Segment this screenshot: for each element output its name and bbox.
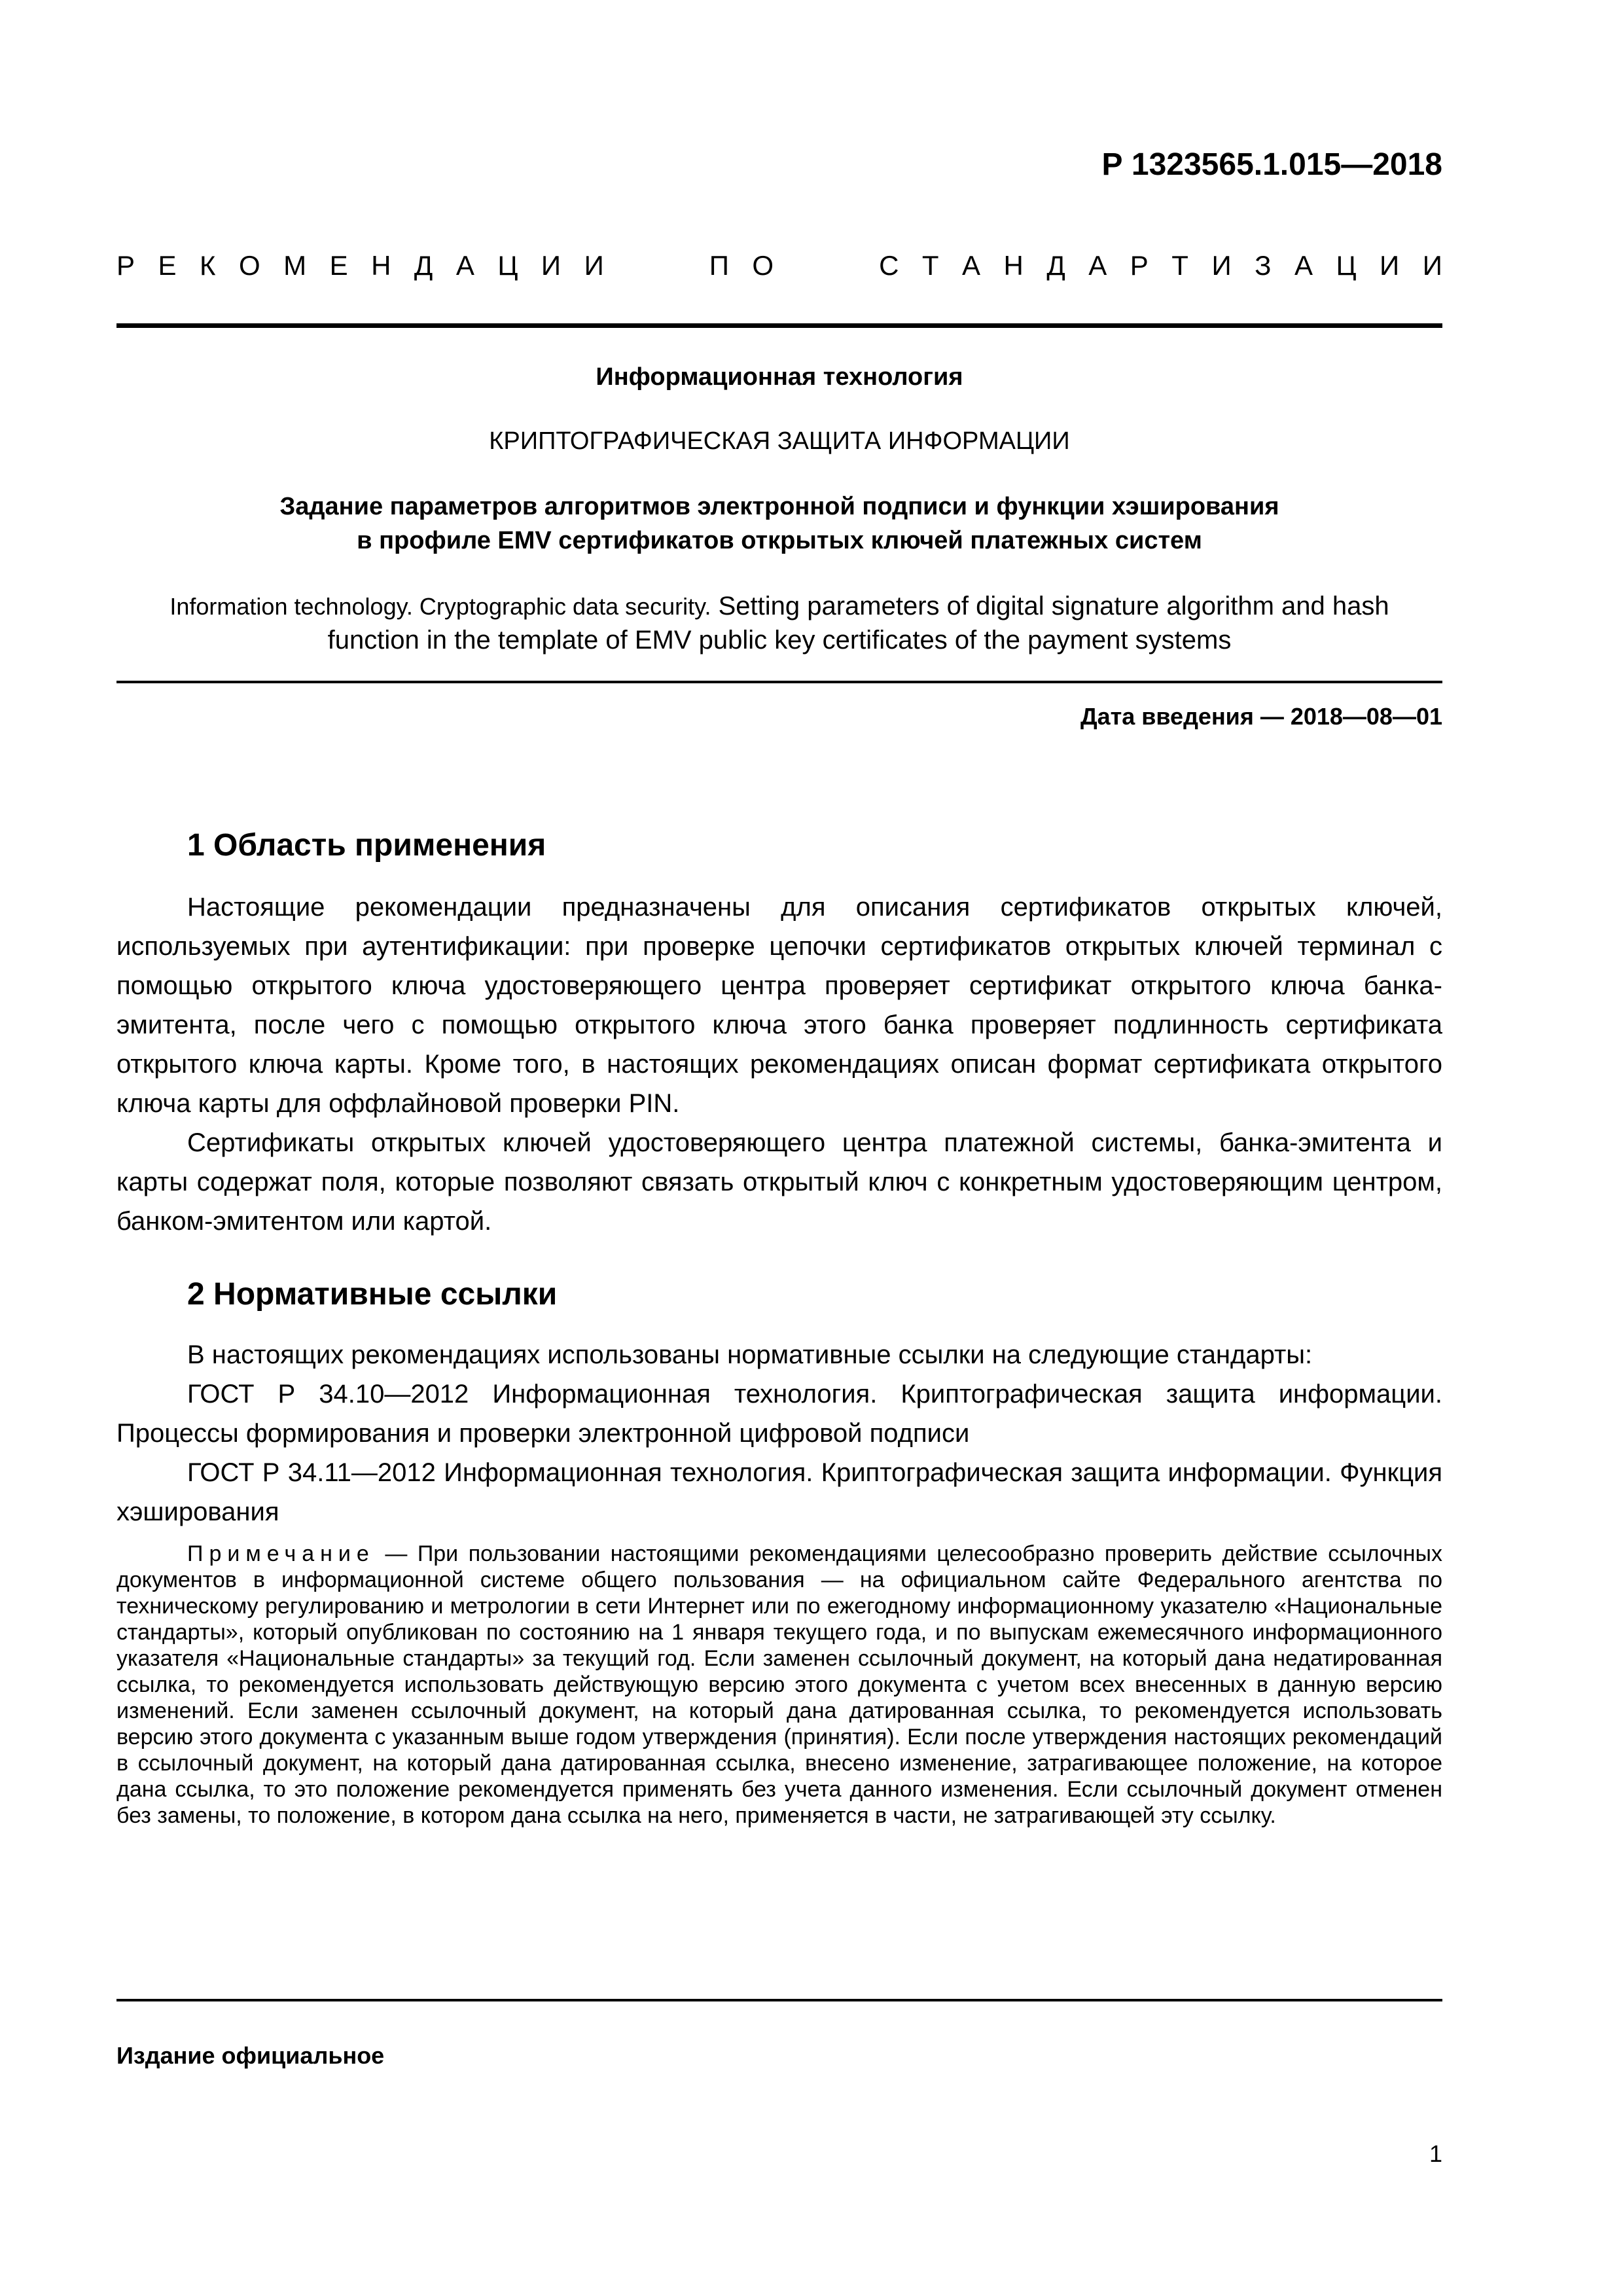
series-letter: О	[752, 250, 774, 281]
section-2-paragraph-1: В настоящих рекомендациях использованы нормативные ссылки на следующие стандарты:	[187, 1340, 1313, 1369]
section-1-paragraph-2: Сертификаты открытых ключей удостоверяющего центра платежной системы, банка-эмитента и карты содержат поля, которые позволяют связать открытый ключ с конкретным удостоверяющим центром, банком-эмитентом или картой.	[116, 1128, 1442, 1236]
note	[116, 1541, 1442, 1829]
series-letter: И	[584, 250, 604, 281]
series-word-gap	[797, 250, 856, 281]
edition-label: Издание официальное	[116, 2042, 385, 2069]
series-letter: А	[455, 250, 474, 281]
title-english-line2: function in the template of EMV public key certificates of the payment systems	[327, 626, 1232, 655]
series-letter: К	[200, 250, 216, 281]
title-main: КРИПТОГРАФИЧЕСКАЯ ЗАЩИТА ИНФОРМАЦИИ	[489, 427, 1070, 455]
series-letter: Д	[1046, 250, 1065, 281]
series-letter: О	[238, 250, 260, 281]
series-word-gap	[627, 250, 686, 281]
title-sub-line2: в профиле EMV сертификатов открытых ключей платежных систем	[357, 527, 1202, 554]
series-letter: Е	[158, 250, 177, 281]
section-1-paragraph-1: Настоящие рекомендации предназначены для описания сертификатов открытых ключей, используемых при аутентификации: при проверке цепочки сертификатов открытых ключей терминал с помощью открытого ключа удостоверяющего центра проверяет сертификат открытого ключа банка-эмитента, после чего с помощью открытого ключа этого банка проверяет подлинность сертификата открытого ключа карты. Кроме того, в настоящих рекомендациях описан формат сертификата открытого ключа карты для оффлайновой проверки PIN.	[116, 893, 1442, 1118]
series-letter: А	[1294, 250, 1313, 281]
note-text: — При пользовании настоящими рекомендациями целесообразно проверить действие ссылочных документов в информационной системе общего пользования — на официальном сайте Федерального агентства по техническому регулированию и метрологии в сети Интернет или по ежегодному информационному указателю «Национальные стандарты», который опубликован по состоянию на 1 января текущего года, и по выпускам ежемесячного информационного указателя «Национальные стандарты» за текущий год. Если заменен ссылочный документ, на который дана недатированная ссылка, то рекомендуется использовать действующую версию этого документа с учетом всех внесенных в данную версию изменений. Если заменен ссылочный документ, на который дана датированная ссылка, то рекомендуется использовать версию этого документа с указанным выше годом утверждения (принятия). Если после утверждения настоящих рекомендаций в ссылочный документ, на который дана датированная ссылка, внесено изменение, затрагивающее положение, на которое дана ссылка, то это положение рекомендуется применять без учета данного изменения. Если ссылочный документ отменен без замены, то положение, в котором дана ссылка на него, применяется в части, не затрагивающей эту ссылку.	[116, 1541, 1442, 1828]
series-letter: М	[283, 250, 307, 281]
title-english-part2: Setting parameters of digital signature algorithm and hash	[711, 592, 1389, 620]
page-number: 1	[1429, 2140, 1442, 2167]
series-letter: Т	[1171, 250, 1188, 281]
section-2-paragraph-2: ГОСТ Р 34.10—2012 Информационная технология. Криптографическая защита информации. Процессы формирования и проверки электронной цифровой подписи	[116, 1380, 1442, 1448]
introduction-date: Дата введения — 2018—08—01	[1080, 703, 1442, 730]
title-group: Информационная технология	[596, 363, 963, 391]
series-letter: И	[1422, 250, 1442, 281]
document-designation: Р 1323565.1.015—2018	[1101, 147, 1442, 182]
series-letter: Ц	[1336, 250, 1357, 281]
series-letter: П	[709, 250, 729, 281]
series-letter: Н	[371, 250, 391, 281]
series-letter: Д	[414, 250, 433, 281]
series-letter: А	[962, 250, 981, 281]
section-2-heading: 2 Нормативные ссылки	[187, 1277, 558, 1312]
section-1-heading: 1 Область применения	[187, 828, 546, 863]
series-title	[116, 250, 1442, 281]
series-letter: Р	[116, 250, 135, 281]
title-sub-line1: Задание параметров алгоритмов электронной подписи и функции хэширования	[279, 493, 1279, 520]
series-letter: И	[1211, 250, 1232, 281]
series-letter: Ц	[497, 250, 518, 281]
title-english-line1	[116, 589, 1442, 624]
header-rule	[116, 323, 1442, 328]
series-letter: И	[1380, 250, 1400, 281]
series-letter: Т	[921, 250, 939, 281]
section-2-paragraph-3: ГОСТ Р 34.11—2012 Информационная технология. Криптографическая защита информации. Функция хэширования	[116, 1458, 1442, 1526]
series-letter: С	[879, 250, 899, 281]
series-letter: А	[1088, 250, 1107, 281]
series-letter: И	[541, 250, 562, 281]
title-rule	[116, 681, 1442, 683]
series-letter: Н	[1003, 250, 1024, 281]
note-label: Примечание	[187, 1541, 375, 1566]
series-letter: Р	[1130, 250, 1149, 281]
series-letter: Е	[329, 250, 348, 281]
footer-rule	[116, 1999, 1442, 2001]
series-letter: З	[1255, 250, 1272, 281]
title-english-part1: Information technology. Cryptographic data security.	[169, 593, 711, 620]
